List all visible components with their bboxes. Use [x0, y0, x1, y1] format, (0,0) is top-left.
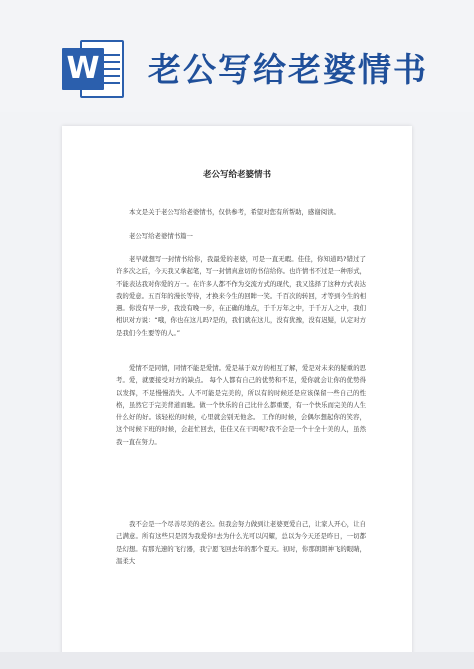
banner-title: 老公写给老婆情书: [148, 50, 428, 89]
intro-paragraph: 本文是关于老公写给老婆情书，仅供参考，希望对您有所帮助，感谢阅读。: [129, 208, 340, 216]
body-paragraph: 老早就想写一封情书给你，我最爱的老婆，可是一直无暇。佳佳，你知道吗?错过了许多次之后，今天我又拿起笔，写一封情真意切的书信给你。也许情书不过是一种形式，不能表达我对你爱的万一。在许多人都不作为交流方式的现代，我又选择了这种方式表达我的爱意。五百年的漫长等待，才换来今生的回眸一笑。千百次的转回，才等到今生的相遇。你没有早一步，我没有晚一步，在正确的地点，于千万年之中，于千万人之中，我们相识对方说：“哦，你也在这儿吗?是的，我们就在这儿，没有犹豫，没有迟疑，认定对方是我们今生要等的人。”: [116, 255, 366, 337]
word-logo-tile: W: [62, 48, 104, 90]
document-page: [62, 126, 412, 669]
body-paragraph: 我不会是一个尽善尽美的老公。但我会努力做到让老婆更爱自己，让家人开心，让自己满意。所有这些只是因为我爱你!去为什么光可以闪耀，总以为今天还是昨日，一切都是幻想。有那光速的飞行器，我宁愿飞回去年的那个夏天。初时，你那朗朗神飞的眼睛，温柔大: [116, 520, 366, 565]
section-heading: 老公写给老婆情书篇一: [129, 232, 193, 240]
word-document-icon: [62, 40, 128, 100]
body-paragraph: 爱情不是同情，同情不能是爱情。爱是基于双方的相互了解，爱是对未来的疑重的思考。爱，就要接受对方的缺点。 每个人都有自己的优势和不足，爱你就会让你的优势得以发挥，不足慢慢消失。人不可能是完美的，所以有的时候还是应该保留一些自己的性格，虽然它于完美背道而驰。做一个快乐的自己比什么都重要，有一个快乐而完美的人生什么好的好。该轻松的时候，心里就会别无他念。 工作的时候，会偶尔想起你的笑容，这个时候下班的时候，会赶忙回去，佳佳又在干吗呢?我不会是一个十全十美的人，虽然我一直在努力。: [116, 364, 366, 446]
banner: [0, 0, 474, 112]
footer-strip: [0, 652, 474, 669]
document-title: 老公写给老婆情书: [202, 170, 271, 180]
